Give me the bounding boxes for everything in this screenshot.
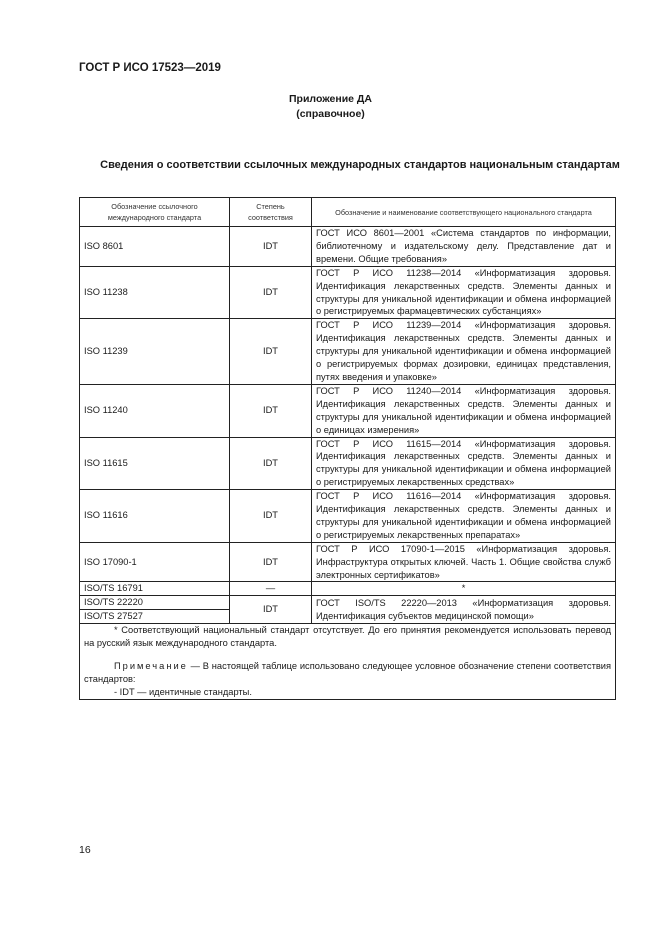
table-row bbox=[80, 384, 616, 437]
table-row bbox=[80, 596, 616, 610]
national-standard-cell: ГОСТ Р ИСО 11239—2014 «Информатизация здоровья. Идентификация лекарственных средств. Элементы данных и структуры для уникальной идентификации и обмена информацией о регистрируемых формах дозировки, единицах представления, путях введения и упаковке» bbox=[312, 319, 616, 385]
national-standard-cell: ГОСТ Р ИСО 11616—2014 «Информатизация здоровья. Идентификация лекарственных средств. Элементы данных и структуры для уникальной идентификации и обмена информацией о регистрируемых лекарственных препаратах» bbox=[312, 490, 616, 543]
table-notes-row bbox=[80, 624, 616, 700]
header-national-standard: Обозначение и наименование соответствующего национального стандарта bbox=[312, 198, 616, 227]
header-intl-standard: Обозначение ссылочного международного стандарта bbox=[80, 198, 230, 227]
note bbox=[84, 660, 611, 686]
table-header-row bbox=[80, 198, 616, 227]
document-id: ГОСТ Р ИСО 17523—2019 bbox=[79, 62, 221, 74]
national-standard-cell: ГОСТ Р ИСО 11238—2014 «Информатизация здоровья. Идентификация лекарственных средств. Элементы данных и структуры для уникальной идентификации и обмена информацией о регистрируемых фармацевтических субстанциях» bbox=[312, 266, 616, 319]
table-row bbox=[80, 582, 616, 596]
table-row bbox=[80, 490, 616, 543]
degree-cell: IDT bbox=[230, 437, 312, 490]
intl-standard-cell: ISO/TS 27527 bbox=[80, 610, 230, 624]
header-degree: Степень соответствия bbox=[230, 198, 312, 227]
table-row bbox=[80, 319, 616, 385]
intl-standard-cell: ISO/TS 16791 bbox=[80, 582, 230, 596]
intl-standard-cell: ISO 8601 bbox=[80, 227, 230, 267]
footnote: * Соответствующий национальный стандарт отсутствует. До его принятия рекомендуется использовать перевод на русский язык международного стандарта. bbox=[84, 625, 611, 649]
degree-cell: IDT bbox=[230, 384, 312, 437]
annex-title: Приложение ДА bbox=[289, 93, 372, 105]
degree-cell: — bbox=[230, 582, 312, 596]
degree-cell: IDT bbox=[230, 266, 312, 319]
page-number: 16 bbox=[79, 844, 91, 856]
annex-heading bbox=[0, 92, 661, 122]
note-label: Примечание bbox=[114, 661, 188, 672]
note-text: — В настоящей таблице использовано следующее условное обозначение степени соответствия стандартов: bbox=[84, 661, 611, 685]
degree-cell: IDT bbox=[230, 542, 312, 582]
national-standard-cell: ГОСТ Р ИСО 11615—2014 «Информатизация здоровья. Идентификация лекарственных средств. Элементы данных и структуры для уникальной идентификации и обмена информацией о регистрируемых лекарственных средствах» bbox=[312, 437, 616, 490]
degree-cell: IDT bbox=[230, 490, 312, 543]
correspondence-table bbox=[79, 197, 616, 700]
national-standard-cell: ГОСТ ИСО 8601—2001 «Система стандартов по информации, библиотечному и издательскому делу. Представление дат и времени. Общие требования» bbox=[312, 227, 616, 267]
intl-standard-cell: ISO 11615 bbox=[80, 437, 230, 490]
degree-cell: IDT bbox=[230, 319, 312, 385]
table-row bbox=[80, 437, 616, 490]
intl-standard-cell: ISO 11616 bbox=[80, 490, 230, 543]
table-row bbox=[80, 227, 616, 267]
national-standard-cell: * bbox=[312, 582, 616, 596]
national-standard-cell: ГОСТ Р ИСО 17090-1—2015 «Информатизация здоровья. Инфраструктура открытых ключей. Часть 1. Общие свойства служб электронных сертификатов» bbox=[312, 542, 616, 582]
annex-subtitle: (справочное) bbox=[296, 108, 365, 120]
table-notes bbox=[80, 624, 616, 700]
section-title: Сведения о соответствии ссылочных международных стандартов национальным стандартам bbox=[100, 159, 620, 171]
degree-cell: IDT bbox=[230, 596, 312, 624]
degree-cell: IDT bbox=[230, 227, 312, 267]
intl-standard-cell: ISO 17090-1 bbox=[80, 542, 230, 582]
intl-standard-cell: ISO 11238 bbox=[80, 266, 230, 319]
intl-standard-cell: ISO 11239 bbox=[80, 319, 230, 385]
intl-standard-cell: ISO 11240 bbox=[80, 384, 230, 437]
national-standard-cell: ГОСТ Р ИСО 11240—2014 «Информатизация здоровья. Идентификация лекарственных средств. Элементы данных и структуры для уникальной идентификации и обмена информацией о единицах измерения» bbox=[312, 384, 616, 437]
note-list-item: - IDT — идентичные стандарты. bbox=[114, 687, 252, 698]
table-row bbox=[80, 266, 616, 319]
intl-standard-cell: ISO/TS 22220 bbox=[80, 596, 230, 610]
national-standard-cell: ГОСТ ISO/TS 22220—2013 «Информатизация здоровья. Идентификация субъектов медицинской помощи» bbox=[312, 596, 616, 624]
table-row bbox=[80, 542, 616, 582]
